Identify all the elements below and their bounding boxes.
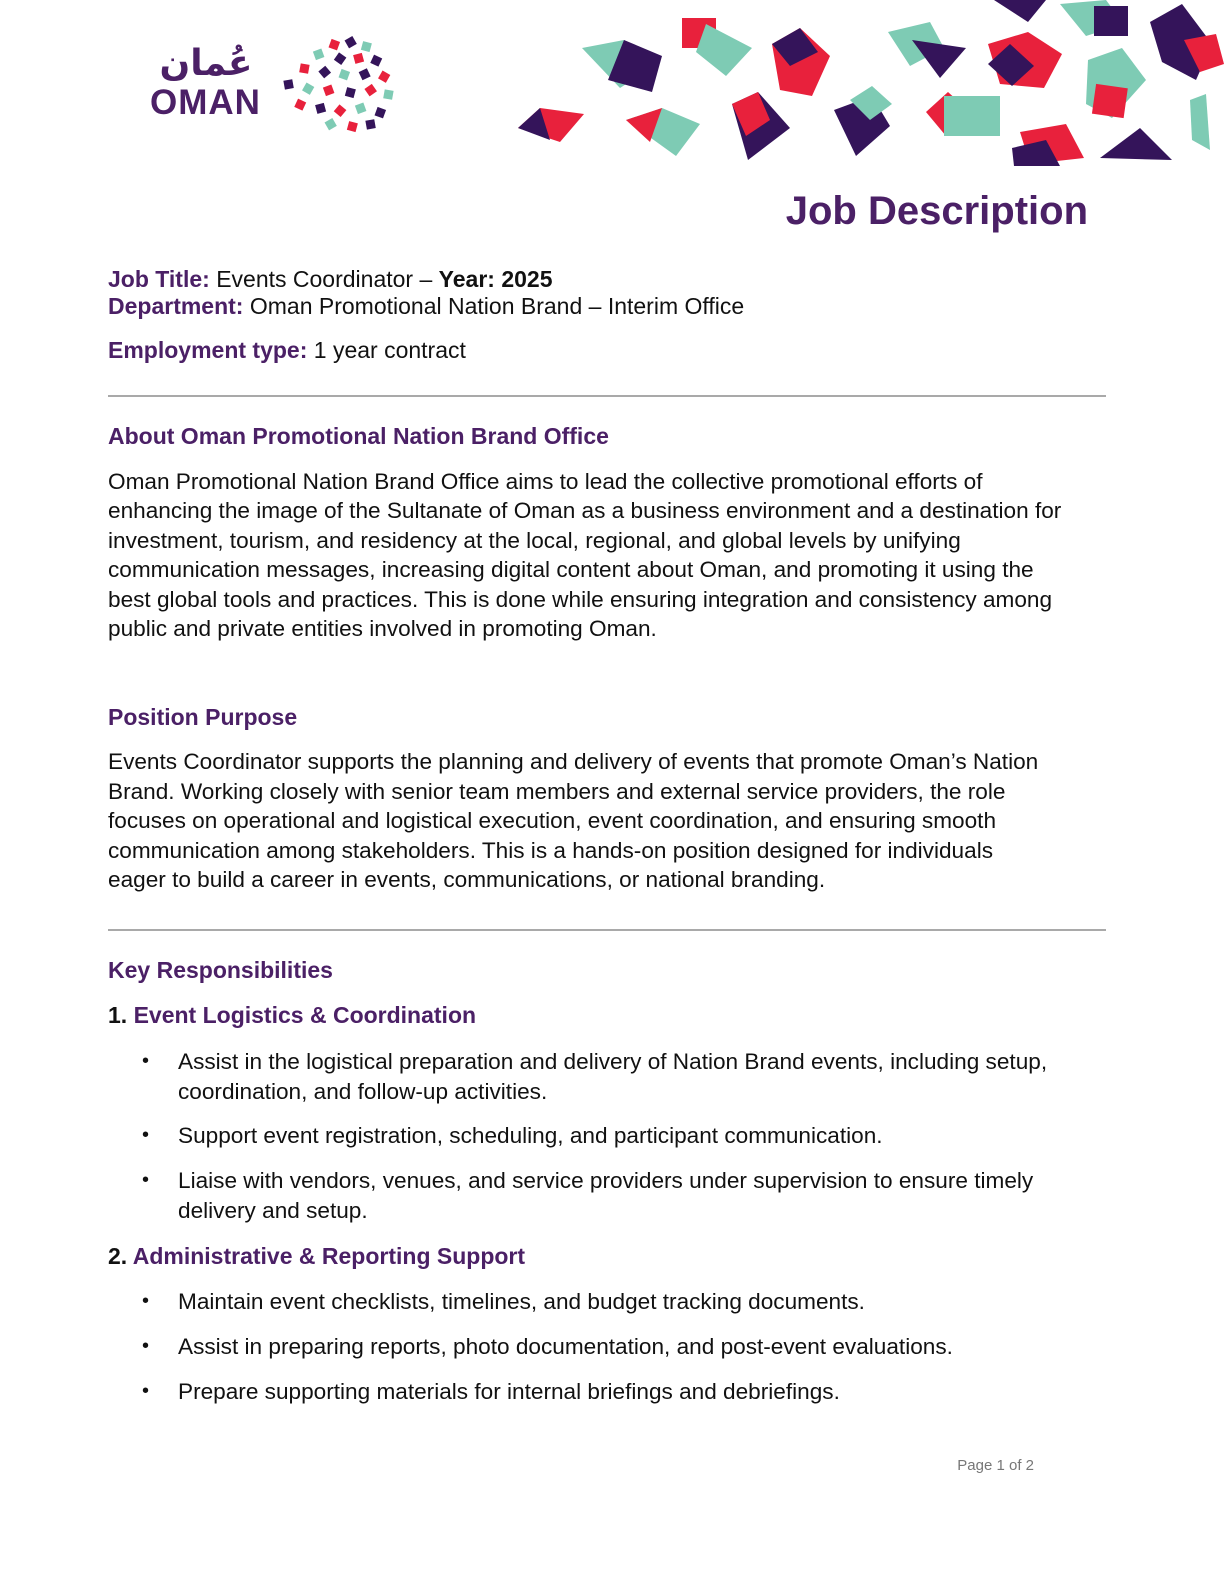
department-label: Department:	[108, 293, 244, 319]
bullet-line: Maintain event checklists, timelines, and budget tracking documents.	[178, 1289, 865, 1314]
bullet-item	[178, 1332, 1108, 1362]
about-line: public and private entities involved in promoting Oman.	[108, 616, 657, 641]
bullet-item	[178, 1377, 1108, 1407]
section-number: 1.	[108, 1002, 128, 1028]
purpose-line: focuses on operational and logistical execution, event coordination, and ensuring smooth	[108, 808, 997, 833]
bullet-item	[178, 1047, 1108, 1106]
job-title-line	[108, 265, 553, 293]
about-line: communication messages, increasing digital content about Oman, and promoting it using the	[108, 557, 1034, 582]
logo-arabic-text: عُمان	[159, 43, 253, 84]
employment-type-line	[108, 336, 466, 364]
purpose-line: Events Coordinator supports the planning and delivery of events that promote Oman’s Nation	[108, 749, 1039, 774]
responsibility-section-2	[108, 1242, 525, 1270]
about-line: Oman Promotional Nation Brand Office aims to lead the collective promotional efforts of	[108, 469, 983, 494]
section-number: 2.	[108, 1243, 128, 1269]
bullet-line: delivery and setup.	[178, 1197, 368, 1223]
page-number: Page 1 of 2	[957, 1457, 1034, 1474]
responsibilities-heading: Key Responsibilities	[108, 957, 333, 983]
purpose-line: Brand. Working closely with senior team members and external service providers, the role	[108, 779, 1006, 804]
employment-type-label: Employment type:	[108, 337, 308, 363]
job-title-label: Job Title:	[108, 266, 210, 292]
bullet-item	[178, 1287, 1108, 1317]
bullet-line: Prepare supporting materials for internal briefings and debriefings.	[178, 1379, 840, 1404]
bullet-line: coordination, and follow-up activities.	[178, 1078, 548, 1104]
oman-logo	[148, 34, 398, 134]
bullet-line: Assist in the logistical preparation and delivery of Nation Brand events, including setup,	[178, 1049, 1048, 1074]
purpose-heading: Position Purpose	[108, 704, 298, 730]
purpose-line: communication among stakeholders. This is a hands-on position designed for individuals	[108, 838, 994, 863]
bullet-line: Liaise with vendors, venues, and service providers under supervision to ensure timely	[178, 1168, 1034, 1193]
divider	[108, 929, 1106, 931]
employment-type-value: 1 year contract	[313, 337, 466, 363]
logo-mosaic-icon	[276, 34, 400, 134]
about-line: investment, tourism, and residency at the local, regional, and global levels by unifying	[108, 528, 961, 553]
section-title: Administrative & Reporting Support	[132, 1243, 526, 1269]
logo-english-text: OMAN	[150, 83, 261, 122]
year-label: Year: 2025	[438, 266, 553, 292]
job-title-value: Events Coordinator –	[216, 266, 433, 292]
bullet-item	[178, 1166, 1108, 1225]
document-title: Job Description	[785, 189, 1088, 233]
bullet-line: Assist in preparing reports, photo documentation, and post-event evaluations.	[178, 1334, 953, 1359]
about-line: best global tools and practices. This is done while ensuring integration and consistency among	[108, 587, 1053, 612]
section-title: Event Logistics & Coordination	[133, 1002, 477, 1028]
header-mosaic-graphic	[500, 0, 1224, 175]
bullet-line: Support event registration, scheduling, and participant communication.	[178, 1123, 883, 1148]
department-line	[108, 292, 744, 320]
divider	[108, 395, 1106, 397]
about-line: enhancing the image of the Sultanate of Oman as a business environment and a destination for	[108, 498, 1062, 523]
bullet-item	[178, 1121, 1108, 1151]
about-heading: About Oman Promotional Nation Brand Office	[108, 423, 609, 449]
purpose-line: eager to build a career in events, communications, or national branding.	[108, 867, 826, 892]
department-value: Oman Promotional Nation Brand – Interim Office	[249, 293, 745, 319]
responsibility-section-1	[108, 1001, 476, 1029]
